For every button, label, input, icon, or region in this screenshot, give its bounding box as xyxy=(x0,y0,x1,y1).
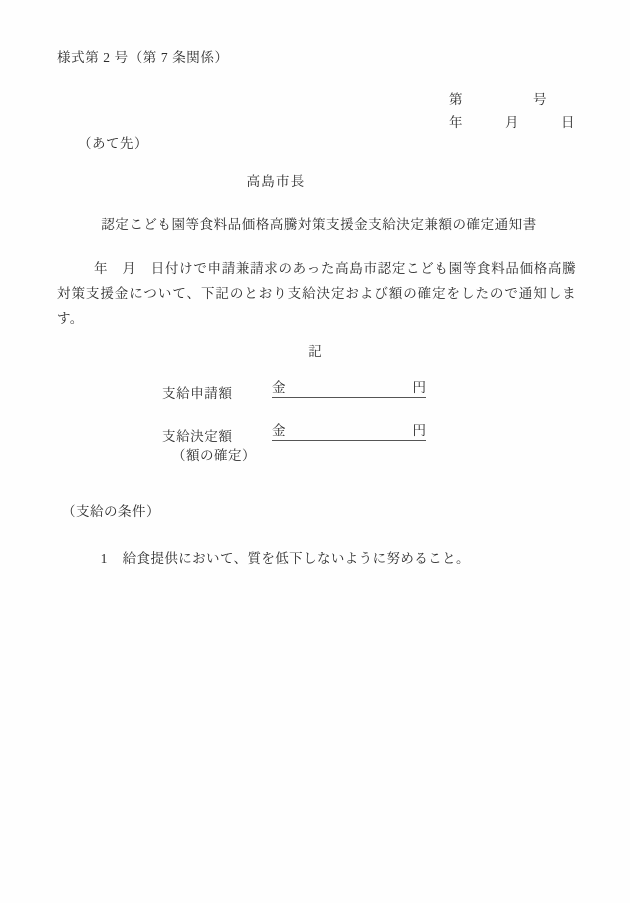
condition-text: 給食提供において、質を低下しないように努めること。 xyxy=(122,551,470,566)
document-date-line: 年 月 日 xyxy=(449,115,575,130)
addressee-label: （あて先） xyxy=(78,136,148,151)
document-meta-block xyxy=(449,88,575,134)
yen-suffix: 円 xyxy=(412,423,426,438)
list-item xyxy=(78,523,470,595)
issuer-name: 高島市長 xyxy=(246,174,306,189)
ki-marker: 記 xyxy=(308,344,322,359)
amount-field-application[interactable] xyxy=(272,379,426,398)
body-paragraph: 年 月 日付けで申請兼請求のあった高島市認定こども園等食料品価格高騰対策支援金について、下記のとおり支給決定および額の確定をしたので通知します。 xyxy=(57,261,576,326)
amount-sub-note: （額の確定） xyxy=(172,448,256,463)
amount-label-decision: 支給決定額 xyxy=(162,429,233,444)
document-number-line: 第 号 xyxy=(449,92,547,107)
amount-row xyxy=(162,379,426,402)
amount-field-decision[interactable] xyxy=(272,422,426,441)
condition-number: 1 xyxy=(100,551,108,566)
page-title: 認定こども園等食料品価格高騰対策支援金支給決定兼額の確定通知書 xyxy=(101,217,537,232)
amount-label-application: 支給申請額 xyxy=(162,386,233,401)
amount-row xyxy=(162,422,426,445)
yen-prefix: 金 xyxy=(272,423,286,438)
conditions-heading: （支給の条件） xyxy=(62,504,160,519)
form-number: 様式第 2 号（第 7 条関係） xyxy=(57,50,229,65)
conditions-list xyxy=(78,523,470,595)
yen-prefix: 金 xyxy=(272,380,286,395)
yen-suffix: 円 xyxy=(412,380,426,395)
